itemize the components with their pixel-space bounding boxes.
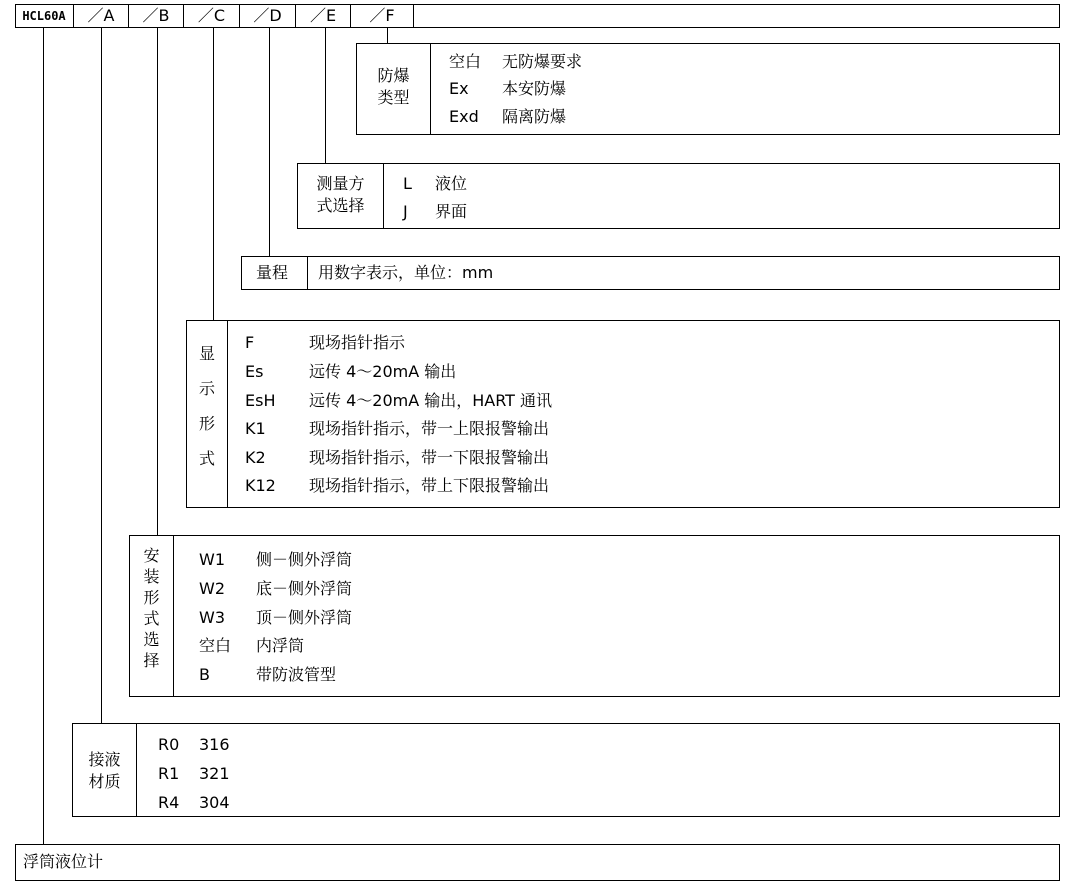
display-code: K1 xyxy=(245,419,266,438)
install-code: W1 xyxy=(199,550,225,569)
connector-product xyxy=(43,28,44,844)
header-field-b: ／B xyxy=(129,4,184,28)
display-divider xyxy=(227,320,228,508)
header-model: HCL60A xyxy=(15,4,74,28)
display-code: K12 xyxy=(245,476,276,495)
explosion-divider xyxy=(430,43,431,135)
explosion-desc: 无防爆要求 xyxy=(502,52,583,71)
measure-mode-box xyxy=(297,163,1060,229)
material-category-label: 接液 材质 xyxy=(88,750,121,791)
display-code: EsH xyxy=(245,391,276,410)
measure-divider xyxy=(383,163,384,229)
connector-a xyxy=(101,28,102,723)
header-field-c: ／C xyxy=(184,4,240,28)
material-desc: 321 xyxy=(199,764,230,783)
range-description: 用数字表示，单位：mm xyxy=(318,263,494,282)
install-desc: 顶－侧外浮筒 xyxy=(256,608,353,627)
display-desc: 远传 4～20mA 输出，HART 通讯 xyxy=(309,391,553,410)
header-field-f: ／F xyxy=(351,4,414,28)
connector-c xyxy=(213,28,214,320)
material-code: R0 xyxy=(158,735,180,754)
install-code: B xyxy=(199,665,210,684)
display-code: Es xyxy=(245,362,264,381)
install-category-label: 安 装 形 式 选 择 xyxy=(143,546,160,670)
header-field-a: ／A xyxy=(74,4,129,28)
header-field-e: ／E xyxy=(296,4,351,28)
measure-category-label: 测量方 式选择 xyxy=(316,174,365,215)
install-code: W2 xyxy=(199,579,225,598)
material-desc: 316 xyxy=(199,735,230,754)
product-name: 浮筒液位计 xyxy=(23,852,104,871)
install-code: W3 xyxy=(199,608,225,627)
explosion-code: Ex xyxy=(449,79,469,98)
material-code: R1 xyxy=(158,764,180,783)
measure-desc: 界面 xyxy=(435,202,468,221)
display-code: F xyxy=(245,333,255,352)
explosion-code: 空白 xyxy=(449,52,482,71)
material-divider xyxy=(136,723,137,817)
measure-desc: 液位 xyxy=(435,174,468,193)
install-divider xyxy=(173,535,174,697)
display-desc: 现场指针指示，带一下限报警输出 xyxy=(309,448,550,467)
connector-f xyxy=(387,28,388,43)
measure-code: L xyxy=(403,174,412,193)
connector-d xyxy=(269,28,270,256)
explosion-category-label: 防爆 类型 xyxy=(377,66,410,107)
explosion-code: Exd xyxy=(449,107,479,126)
display-desc: 远传 4～20mA 输出 xyxy=(309,362,457,381)
install-desc: 底－侧外浮筒 xyxy=(256,579,353,598)
header-field-d: ／D xyxy=(240,4,296,28)
range-divider xyxy=(307,256,308,290)
explosion-desc: 本安防爆 xyxy=(502,79,567,98)
display-desc: 现场指针指示，带上下限报警输出 xyxy=(309,476,550,495)
material-desc: 304 xyxy=(199,793,230,812)
material-code: R4 xyxy=(158,793,180,812)
display-desc: 现场指针指示，带一上限报警输出 xyxy=(309,419,550,438)
install-code: 空白 xyxy=(199,636,232,655)
install-desc: 内浮筒 xyxy=(256,636,305,655)
display-category-label: 显 示 形 式 xyxy=(198,344,215,468)
display-code: K2 xyxy=(245,448,266,467)
explosion-desc: 隔离防爆 xyxy=(502,107,567,126)
install-desc: 侧－侧外浮筒 xyxy=(256,550,353,569)
range-category-label: 量程 xyxy=(256,263,289,282)
measure-code: J xyxy=(403,202,408,221)
connector-e xyxy=(325,28,326,163)
product-name-box xyxy=(15,844,1060,881)
display-desc: 现场指针指示 xyxy=(309,333,406,352)
connector-b xyxy=(157,28,158,535)
install-desc: 带防波管型 xyxy=(256,665,337,684)
